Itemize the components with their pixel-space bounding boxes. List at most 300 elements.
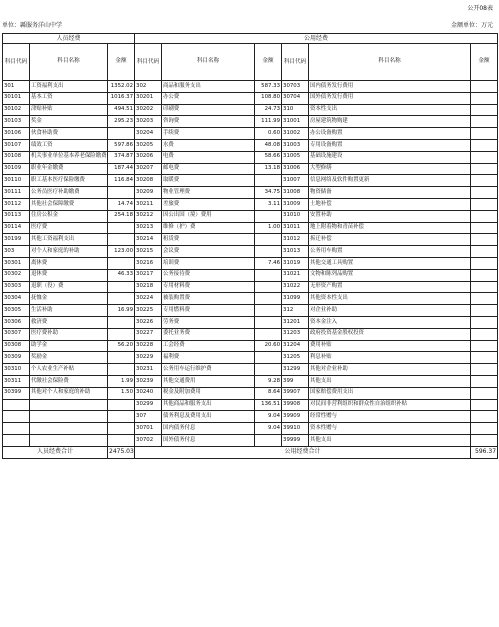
cell-amount3	[471, 434, 498, 446]
cell-name2: 委托业务费	[162, 328, 255, 340]
cell-name3: 房屋建筑物购建	[309, 116, 471, 128]
cell-name2: 差旅费	[162, 198, 255, 210]
table-row	[3, 104, 498, 116]
cell-name2: 邮电费	[162, 163, 255, 175]
cell-code: 30109	[3, 163, 30, 175]
cell-name2: 税金及附加费用	[162, 387, 255, 399]
cell-name3: 资本金注入	[309, 316, 471, 328]
cell-code	[3, 423, 30, 435]
cell-amount3	[471, 269, 498, 281]
cell-amount3	[471, 328, 498, 340]
cell-name: 职工基本医疗保险缴费	[30, 175, 108, 187]
table-row	[3, 316, 498, 328]
cell-name3: 其他支出	[309, 434, 471, 446]
cell-code	[3, 434, 30, 446]
cell-amount: 1352.02	[108, 81, 135, 93]
cell-name3: 其他交通工具购置	[309, 257, 471, 269]
cell-name: 津贴补贴	[30, 104, 108, 116]
table-row	[3, 281, 498, 293]
cell-amount	[108, 328, 135, 340]
cell-amount	[108, 411, 135, 423]
cell-code2: 30702	[135, 434, 162, 446]
cell-amount3	[471, 375, 498, 387]
cell-code3: 31299	[282, 364, 309, 376]
table-body	[3, 81, 498, 447]
table-row	[3, 187, 498, 199]
cell-code2: 30217	[135, 269, 162, 281]
cell-name2: 其他商品和服务支出	[162, 399, 255, 411]
cell-code: 30108	[3, 151, 30, 163]
cell-name	[30, 434, 108, 446]
cell-name: 绩效工资	[30, 139, 108, 151]
cell-name2: 专用燃料费	[162, 305, 255, 317]
cell-name: 机关事业单位基本养老保险缴费	[30, 151, 108, 163]
cell-amount	[108, 293, 135, 305]
cell-amount2	[255, 328, 282, 340]
cell-code3: 39908	[282, 399, 309, 411]
cell-name2: 咨询费	[162, 116, 255, 128]
cell-code: 30303	[3, 281, 30, 293]
cell-amount2	[255, 210, 282, 222]
total-personnel-label: 人员经费合计	[3, 446, 108, 458]
cell-amount3	[471, 151, 498, 163]
table-row	[3, 92, 498, 104]
table-row	[3, 81, 498, 93]
cell-name: 职业年金缴费	[30, 163, 108, 175]
cell-code2: 307	[135, 411, 162, 423]
cell-name3: 其他对企业补助	[309, 364, 471, 376]
cell-code3: 31019	[282, 257, 309, 269]
cell-amount2: 48.08	[255, 139, 282, 151]
group-personnel-header: 人员经费	[3, 34, 135, 44]
cell-amount3	[471, 234, 498, 246]
cell-name: 救济费	[30, 316, 108, 328]
cell-code2: 30240	[135, 387, 162, 399]
cell-name: 公务员医疗补助缴费	[30, 187, 108, 199]
cell-code3: 31002	[282, 128, 309, 140]
cell-name3: 文物和陈列品购置	[309, 269, 471, 281]
cell-name2: 培训费	[162, 257, 255, 269]
cell-name: 其他社会保障缴费	[30, 198, 108, 210]
cell-amount: 295.23	[108, 116, 135, 128]
cell-code3: 30703	[282, 81, 309, 93]
table-row	[3, 246, 498, 258]
cell-name: 退休费	[30, 269, 108, 281]
cell-code3: 31099	[282, 293, 309, 305]
cell-name3: 物资储备	[309, 187, 471, 199]
cell-name2: 劳务费	[162, 316, 255, 328]
cell-code2: 30211	[135, 198, 162, 210]
cell-name3: 安置补助	[309, 210, 471, 222]
table-row	[3, 116, 498, 128]
unit-row	[2, 20, 493, 29]
cell-amount: 1.99	[108, 375, 135, 387]
cell-amount2: 58.66	[255, 151, 282, 163]
cell-name2: 国外债务付息	[162, 434, 255, 446]
cell-amount2	[255, 434, 282, 446]
cell-name3: 办公设备购置	[309, 128, 471, 140]
col-amount2-header: 金额	[255, 44, 282, 81]
table-row	[3, 222, 498, 234]
cell-code: 30112	[3, 198, 30, 210]
cell-amount2: 7.46	[255, 257, 282, 269]
cell-name2: 公务接待费	[162, 269, 255, 281]
cell-code3: 312	[282, 305, 309, 317]
cell-name: 其他对个人和家庭的补助	[30, 387, 108, 399]
cell-code2: 30201	[135, 92, 162, 104]
cell-code3: 399	[282, 375, 309, 387]
cell-code3: 31205	[282, 352, 309, 364]
table-row	[3, 293, 498, 305]
cell-code2: 30214	[135, 234, 162, 246]
amount-unit-label: 金额单位：万元	[450, 22, 493, 29]
cell-amount3	[471, 104, 498, 116]
cell-code: 30311	[3, 375, 30, 387]
cell-name2: 手续费	[162, 128, 255, 140]
cell-amount3	[471, 340, 498, 352]
cell-code2: 30215	[135, 246, 162, 258]
table-row	[3, 151, 498, 163]
table-row	[3, 399, 498, 411]
cell-name2: 工会经费	[162, 340, 255, 352]
cell-amount3	[471, 175, 498, 187]
cell-name2: 租赁费	[162, 234, 255, 246]
cell-amount	[108, 128, 135, 140]
cell-code3: 31204	[282, 340, 309, 352]
cell-name: 对个人和家庭的补助	[30, 246, 108, 258]
cell-amount3	[471, 210, 498, 222]
cell-code3: 31007	[282, 175, 309, 187]
cell-code2: 30226	[135, 316, 162, 328]
table-row	[3, 364, 498, 376]
cell-code2: 30227	[135, 328, 162, 340]
cell-amount3	[471, 222, 498, 234]
cell-name2: 电费	[162, 151, 255, 163]
cell-name2: 印刷费	[162, 104, 255, 116]
cell-name: 医疗费补助	[30, 328, 108, 340]
cell-code2: 30207	[135, 163, 162, 175]
budget-table	[2, 33, 498, 459]
cell-code2: 30202	[135, 104, 162, 116]
cell-code2: 30203	[135, 116, 162, 128]
cell-code2: 30224	[135, 293, 162, 305]
cell-code2: 30213	[135, 222, 162, 234]
cell-code3: 30704	[282, 92, 309, 104]
cell-amount	[108, 187, 135, 199]
cell-code: 30310	[3, 364, 30, 376]
table-row	[3, 257, 498, 269]
cell-name3: 其他资本性支出	[309, 293, 471, 305]
cell-amount2	[255, 246, 282, 258]
cell-name2: 商品和服务支出	[162, 81, 255, 93]
cell-amount	[108, 399, 135, 411]
cell-amount2	[255, 352, 282, 364]
cell-name3: 利息补贴	[309, 352, 471, 364]
table-row	[3, 434, 498, 446]
cell-name2: 维修（护）费	[162, 222, 255, 234]
cell-name3: 资本性支出	[309, 104, 471, 116]
cell-code: 30307	[3, 328, 30, 340]
cell-name	[30, 399, 108, 411]
cell-name: 退职（役）费	[30, 281, 108, 293]
cell-amount3	[471, 246, 498, 258]
cell-name2: 债务利息及费用支出	[162, 411, 255, 423]
cell-code2: 30228	[135, 340, 162, 352]
cell-code: 30110	[3, 175, 30, 187]
total-public-label: 公用经费合计	[135, 446, 471, 458]
cell-amount: 14.74	[108, 198, 135, 210]
cell-amount3	[471, 316, 498, 328]
cell-name2: 取暖费	[162, 175, 255, 187]
cell-name3: 资本性赠与	[309, 423, 471, 435]
cell-code3: 31011	[282, 222, 309, 234]
cell-name3: 信息网络及软件购置更新	[309, 175, 471, 187]
table-row	[3, 340, 498, 352]
table-row	[3, 175, 498, 187]
cell-name: 离休费	[30, 257, 108, 269]
cell-amount3	[471, 387, 498, 399]
cell-name3: 国内债务发行费用	[309, 81, 471, 93]
cell-amount	[108, 281, 135, 293]
cell-name2: 福利费	[162, 352, 255, 364]
cell-name2: 物业管理费	[162, 187, 255, 199]
cell-amount2: 9.04	[255, 423, 282, 435]
cell-name	[30, 423, 108, 435]
cell-name3: 大型修缮	[309, 163, 471, 175]
cell-code3: 31003	[282, 139, 309, 151]
cell-name3: 无形资产购置	[309, 281, 471, 293]
cell-code: 30301	[3, 257, 30, 269]
cell-name: 抚恤金	[30, 293, 108, 305]
cell-amount3	[471, 411, 498, 423]
cell-code2: 30299	[135, 399, 162, 411]
cell-name3: 国家赔偿费用支出	[309, 387, 471, 399]
cell-amount: 56.20	[108, 340, 135, 352]
cell-name2: 其他交通费用	[162, 375, 255, 387]
cell-code: 30114	[3, 222, 30, 234]
cell-code: 30306	[3, 316, 30, 328]
cell-code3: 31008	[282, 187, 309, 199]
cell-name3: 其他支出	[309, 375, 471, 387]
cell-amount3	[471, 198, 498, 210]
cell-code2: 30204	[135, 128, 162, 140]
cell-amount2: 24.73	[255, 104, 282, 116]
cell-amount: 46.33	[108, 269, 135, 281]
cell-amount: 494.51	[108, 104, 135, 116]
cell-amount2: 136.51	[255, 399, 282, 411]
cell-code2: 30239	[135, 375, 162, 387]
cell-code3: 39909	[282, 411, 309, 423]
cell-name3: 国外债务发行费用	[309, 92, 471, 104]
cell-code: 301	[3, 81, 30, 93]
cell-code2: 302	[135, 81, 162, 93]
table-row	[3, 198, 498, 210]
cell-name: 医疗费	[30, 222, 108, 234]
table-row	[3, 269, 498, 281]
cell-name3: 对民间非营利组织和群众性自治组织补贴	[309, 399, 471, 411]
cell-name: 基本工资	[30, 92, 108, 104]
cell-name2: 会议费	[162, 246, 255, 258]
cell-amount: 123.00	[108, 246, 135, 258]
cell-amount3	[471, 399, 498, 411]
cell-code3: 31010	[282, 210, 309, 222]
cell-amount	[108, 364, 135, 376]
cell-name: 奖金	[30, 116, 108, 128]
table-row	[3, 387, 498, 399]
cell-name3: 基础设施建设	[309, 151, 471, 163]
cell-amount	[108, 257, 135, 269]
cell-code3: 31009	[282, 198, 309, 210]
cell-name3: 地上附着物和青苗补偿	[309, 222, 471, 234]
cell-code: 30101	[3, 92, 30, 104]
cell-amount: 374.87	[108, 151, 135, 163]
cell-code3: 31013	[282, 246, 309, 258]
cell-name2: 水费	[162, 139, 255, 151]
cell-amount2	[255, 364, 282, 376]
cell-name2: 国内债务付息	[162, 423, 255, 435]
table-row	[3, 352, 498, 364]
cell-amount2	[255, 293, 282, 305]
table-row	[3, 305, 498, 317]
cell-code3: 31203	[282, 328, 309, 340]
cell-amount2	[255, 305, 282, 317]
cell-code: 30103	[3, 116, 30, 128]
cell-code: 30305	[3, 305, 30, 317]
cell-amount2: 8.64	[255, 387, 282, 399]
cell-name: 生活补助	[30, 305, 108, 317]
unit-label: 单位：縣服务洋山中学	[2, 22, 63, 29]
cell-name3: 拆迁补偿	[309, 234, 471, 246]
col-amount3-header: 金额	[471, 44, 498, 81]
cell-code2: 30209	[135, 187, 162, 199]
cell-amount2: 3.11	[255, 198, 282, 210]
cell-amount	[108, 316, 135, 328]
col-code2-header: 科目代码	[135, 44, 162, 81]
cell-amount	[108, 423, 135, 435]
cell-amount2	[255, 175, 282, 187]
cell-code3: 310	[282, 104, 309, 116]
cell-name3: 公务用车购置	[309, 246, 471, 258]
cell-code2: 30212	[135, 210, 162, 222]
cell-name2: 专用材料费	[162, 281, 255, 293]
cell-amount3	[471, 257, 498, 269]
cell-code3: 31005	[282, 151, 309, 163]
cell-amount3	[471, 139, 498, 151]
cell-amount	[108, 434, 135, 446]
cell-name2: 因公出国（境）费用	[162, 210, 255, 222]
cell-amount3	[471, 293, 498, 305]
cell-code: 30113	[3, 210, 30, 222]
cell-name3: 费用补贴	[309, 340, 471, 352]
cell-code2: 30701	[135, 423, 162, 435]
cell-name: 代缴社会保险费	[30, 375, 108, 387]
cell-code2: 30205	[135, 139, 162, 151]
cell-code3: 31022	[282, 281, 309, 293]
cell-code: 30302	[3, 269, 30, 281]
total-public-value: 596.37	[471, 446, 498, 458]
cell-code2: 30231	[135, 364, 162, 376]
cell-name3: 政府投资基金股权投资	[309, 328, 471, 340]
cell-code: 30308	[3, 340, 30, 352]
cell-name2: 被装购置费	[162, 293, 255, 305]
cell-code: 30199	[3, 234, 30, 246]
cell-code3: 31006	[282, 163, 309, 175]
cell-amount: 16.99	[108, 305, 135, 317]
col-code-header: 科目代码	[3, 44, 30, 81]
col-name3-header: 科目名称	[309, 44, 471, 81]
cell-amount2	[255, 316, 282, 328]
cell-amount: 1.50	[108, 387, 135, 399]
cell-amount3	[471, 163, 498, 175]
cell-amount	[108, 234, 135, 246]
cell-code: 303	[3, 246, 30, 258]
cell-amount2: 20.60	[255, 340, 282, 352]
cell-amount3	[471, 116, 498, 128]
cell-amount2	[255, 281, 282, 293]
cell-amount: 1016.37	[108, 92, 135, 104]
table-row	[3, 234, 498, 246]
cell-amount2: 34.75	[255, 187, 282, 199]
cell-code: 30102	[3, 104, 30, 116]
form-number: 公开08表	[467, 5, 493, 12]
cell-name: 伙食补助费	[30, 128, 108, 140]
table-row	[3, 328, 498, 340]
cell-name2: 公务用车运行维护费	[162, 364, 255, 376]
cell-amount2: 9.04	[255, 411, 282, 423]
cell-code2: 30208	[135, 175, 162, 187]
cell-code2: 30206	[135, 151, 162, 163]
cell-code3: 31201	[282, 316, 309, 328]
cell-code3: 31001	[282, 116, 309, 128]
cell-name: 住房公积金	[30, 210, 108, 222]
cell-amount2: 0.60	[255, 128, 282, 140]
cell-amount: 597.86	[108, 139, 135, 151]
cell-amount: 116.84	[108, 175, 135, 187]
cell-name: 个人农业生产补贴	[30, 364, 108, 376]
cell-amount2	[255, 234, 282, 246]
cell-amount2	[255, 269, 282, 281]
table-row	[3, 423, 498, 435]
table-row	[3, 163, 498, 175]
table-row	[3, 375, 498, 387]
cell-code: 30399	[3, 387, 30, 399]
cell-code3: 39907	[282, 387, 309, 399]
cell-code3: 31021	[282, 269, 309, 281]
cell-code3: 31012	[282, 234, 309, 246]
cell-name: 奖励金	[30, 352, 108, 364]
group-public-header: 公用经费	[135, 34, 498, 44]
cell-amount3	[471, 281, 498, 293]
cell-code: 30304	[3, 293, 30, 305]
cell-amount3	[471, 81, 498, 93]
cell-code2: 30229	[135, 352, 162, 364]
cell-code: 30107	[3, 139, 30, 151]
cell-amount2: 108.80	[255, 92, 282, 104]
cell-amount: 254.18	[108, 210, 135, 222]
cell-amount3	[471, 305, 498, 317]
cell-code3: 39910	[282, 423, 309, 435]
cell-code2: 30216	[135, 257, 162, 269]
table-row	[3, 210, 498, 222]
cell-amount2: 9.28	[255, 375, 282, 387]
col-name-header: 科目名称	[30, 44, 108, 81]
cell-name: 其他工资福利支出	[30, 234, 108, 246]
cell-amount: 187.44	[108, 163, 135, 175]
cell-amount3	[471, 352, 498, 364]
col-code3-header: 科目代码	[282, 44, 309, 81]
cell-amount3	[471, 364, 498, 376]
cell-amount	[108, 352, 135, 364]
